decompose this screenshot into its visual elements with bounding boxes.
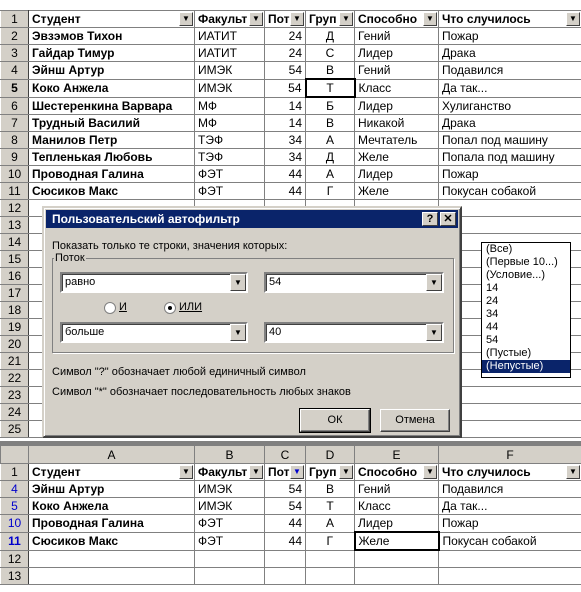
cell[interactable]: ТЭФ bbox=[195, 132, 265, 149]
cell[interactable] bbox=[439, 550, 581, 567]
cell[interactable]: Т bbox=[306, 498, 355, 515]
column-letter[interactable]: A bbox=[29, 446, 195, 464]
row-number[interactable]: 21 bbox=[1, 353, 29, 370]
cell[interactable]: В bbox=[306, 481, 355, 498]
list-item[interactable]: (Все) bbox=[486, 243, 513, 255]
cell[interactable]: Лидер bbox=[355, 45, 439, 62]
cell[interactable]: Покусан собакой bbox=[439, 183, 581, 200]
cell[interactable]: ФЭТ bbox=[195, 166, 265, 183]
cell[interactable]: Гений bbox=[355, 481, 439, 498]
column-letter[interactable]: B bbox=[195, 446, 265, 464]
cell[interactable]: Лидер bbox=[355, 97, 439, 115]
cell[interactable]: В bbox=[306, 62, 355, 80]
cell[interactable]: Никакой bbox=[355, 115, 439, 132]
column-letters-row bbox=[1, 446, 581, 464]
cell[interactable]: ИМЭК bbox=[195, 498, 265, 515]
cell[interactable]: 54 bbox=[265, 79, 306, 97]
cell[interactable]: ФЭТ bbox=[195, 532, 265, 550]
filter-dropdown-icon[interactable]: ▼ bbox=[249, 12, 263, 26]
table-row bbox=[1, 481, 581, 498]
or-radio[interactable] bbox=[164, 302, 176, 314]
cell[interactable]: ИМЭК bbox=[195, 62, 265, 80]
filter-dropdown-icon[interactable]: ▼ bbox=[179, 12, 193, 26]
cell[interactable]: ИМЭК bbox=[195, 79, 265, 97]
cell[interactable]: Гайдар Тимур bbox=[29, 45, 195, 62]
table-row bbox=[1, 567, 581, 584]
cell[interactable]: Желе bbox=[355, 183, 439, 200]
header-row bbox=[1, 464, 581, 481]
column-header-label: Способно bbox=[358, 465, 418, 479]
and-label: И bbox=[119, 301, 127, 313]
row-number[interactable]: 1 bbox=[1, 11, 29, 28]
row-number[interactable]: 13 bbox=[1, 567, 29, 584]
cell[interactable]: Подавился bbox=[439, 62, 581, 80]
cell[interactable]: 44 bbox=[265, 166, 306, 183]
row-number[interactable]: 18 bbox=[1, 302, 29, 319]
row-number[interactable]: 3 bbox=[1, 45, 29, 62]
cell[interactable] bbox=[29, 550, 195, 567]
cell[interactable]: Д bbox=[306, 149, 355, 166]
filter-dropdown-icon[interactable]: ▼ bbox=[566, 12, 580, 26]
cell[interactable]: Т bbox=[306, 79, 355, 97]
cell[interactable] bbox=[355, 567, 439, 584]
close-button[interactable]: ✕ bbox=[440, 212, 456, 226]
cell[interactable]: 44 bbox=[265, 183, 306, 200]
row-number[interactable]: 4 bbox=[1, 481, 29, 498]
table-row bbox=[1, 28, 581, 45]
cell[interactable]: Да так... bbox=[439, 79, 581, 97]
cell[interactable]: Покусан собакой bbox=[439, 532, 581, 550]
cell[interactable]: Лидер bbox=[355, 515, 439, 533]
filter-dropdown-icon[interactable]: ▼ bbox=[566, 465, 580, 479]
cell[interactable]: 44 bbox=[265, 532, 306, 550]
list-item[interactable]: (Условие...) bbox=[486, 269, 546, 281]
row-number[interactable]: 10 bbox=[1, 166, 29, 183]
column-letter[interactable]: E bbox=[355, 446, 439, 464]
cell[interactable]: Мечтатель bbox=[355, 132, 439, 149]
cell[interactable] bbox=[306, 550, 355, 567]
cell[interactable]: 14 bbox=[265, 115, 306, 132]
value1-input[interactable] bbox=[264, 272, 444, 293]
cell[interactable]: Тепленькая Любовь bbox=[29, 149, 195, 166]
column-header[interactable] bbox=[306, 464, 355, 481]
row-number[interactable]: 10 bbox=[1, 515, 29, 533]
hint-star: Символ "*" обозначает последовательность любых знаков bbox=[52, 386, 351, 398]
cell[interactable] bbox=[195, 567, 265, 584]
cell[interactable]: Сюсиков Макс bbox=[29, 532, 195, 550]
row-number[interactable]: 13 bbox=[1, 217, 29, 234]
value2-text: 40 bbox=[269, 326, 282, 338]
column-header-label: Студент bbox=[32, 465, 81, 479]
row-number[interactable]: 12 bbox=[1, 550, 29, 567]
filter-dropdown-icon[interactable]: ▼ bbox=[339, 465, 353, 479]
table-row bbox=[1, 183, 581, 200]
cell[interactable] bbox=[265, 550, 306, 567]
column-header-label: Факульт bbox=[198, 12, 248, 26]
cell[interactable]: ФЭТ bbox=[195, 183, 265, 200]
cell[interactable]: Эйнш Артур bbox=[29, 62, 195, 80]
row-number[interactable]: 6 bbox=[1, 97, 29, 115]
cell[interactable]: А bbox=[306, 515, 355, 533]
cell[interactable]: 54 bbox=[265, 62, 306, 80]
column-header[interactable] bbox=[265, 11, 306, 28]
select-all-corner[interactable] bbox=[1, 446, 29, 464]
cell[interactable]: Хулиганство bbox=[439, 97, 581, 115]
autofilter-dropdown-list[interactable] bbox=[481, 242, 571, 378]
table-row bbox=[1, 45, 581, 62]
row-number[interactable]: 16 bbox=[1, 268, 29, 285]
filter-dropdown-icon[interactable]: ▼ bbox=[423, 12, 437, 26]
cell[interactable]: Гений bbox=[355, 62, 439, 80]
operator1-value: равно bbox=[65, 276, 96, 288]
column-header[interactable] bbox=[439, 11, 581, 28]
table-row bbox=[1, 166, 581, 183]
and-radio[interactable] bbox=[104, 302, 116, 314]
cell[interactable]: 14 bbox=[265, 97, 306, 115]
column-header-label: Груп bbox=[309, 12, 337, 26]
table-row bbox=[1, 515, 581, 533]
dialog-titlebar bbox=[46, 210, 458, 228]
operator1-select[interactable] bbox=[60, 272, 248, 293]
row-number[interactable]: 11 bbox=[1, 183, 29, 200]
cell[interactable]: Г bbox=[306, 183, 355, 200]
table-row bbox=[1, 97, 581, 115]
row-number[interactable]: 24 bbox=[1, 404, 29, 421]
ok-button[interactable]: ОК bbox=[300, 409, 370, 432]
cell[interactable]: ИАТИТ bbox=[195, 45, 265, 62]
cell[interactable]: 24 bbox=[265, 28, 306, 45]
cell[interactable]: Эйнш Артур bbox=[29, 481, 195, 498]
column-header[interactable] bbox=[29, 464, 195, 481]
cell[interactable]: Желе bbox=[355, 532, 439, 550]
column-header-label: Груп bbox=[309, 465, 337, 479]
row-number[interactable]: 11 bbox=[1, 532, 29, 550]
column-header[interactable] bbox=[439, 464, 581, 481]
row-number[interactable]: 14 bbox=[1, 234, 29, 251]
cell[interactable]: ИАТИТ bbox=[195, 28, 265, 45]
column-header-label: Факульт bbox=[198, 465, 248, 479]
cell[interactable]: Драка bbox=[439, 45, 581, 62]
row-number[interactable]: 17 bbox=[1, 285, 29, 302]
cell[interactable]: В bbox=[306, 115, 355, 132]
cell[interactable]: ТЭФ bbox=[195, 149, 265, 166]
chevron-down-icon[interactable]: ▼ bbox=[230, 274, 246, 291]
cell[interactable]: Г bbox=[306, 532, 355, 550]
column-letter[interactable]: F bbox=[439, 446, 581, 464]
column-header[interactable] bbox=[195, 464, 265, 481]
row-number[interactable]: 8 bbox=[1, 132, 29, 149]
cell[interactable]: ИМЭК bbox=[195, 481, 265, 498]
filter-dropdown-icon[interactable]: ▼ bbox=[249, 465, 263, 479]
table-row bbox=[1, 132, 581, 149]
field-label: Поток bbox=[55, 252, 85, 264]
header-row bbox=[1, 11, 581, 28]
cell[interactable]: Пожар bbox=[439, 515, 581, 533]
cell[interactable]: Драка bbox=[439, 115, 581, 132]
row-number[interactable]: 7 bbox=[1, 115, 29, 132]
cell[interactable]: Коко Анжела bbox=[29, 79, 195, 97]
row-number[interactable]: 5 bbox=[1, 79, 29, 97]
row-number[interactable]: 25 bbox=[1, 421, 29, 438]
cell[interactable]: Проводная Галина bbox=[29, 515, 195, 533]
table-row bbox=[1, 550, 581, 567]
chevron-down-icon[interactable]: ▼ bbox=[426, 324, 442, 341]
cell[interactable]: Сюсиков Макс bbox=[29, 183, 195, 200]
row-number[interactable]: 12 bbox=[1, 200, 29, 217]
column-header-label: Студент bbox=[32, 12, 81, 26]
column-header-label: Способно bbox=[358, 12, 418, 26]
list-item[interactable]: 24 bbox=[486, 295, 499, 307]
cell[interactable]: А bbox=[306, 132, 355, 149]
cell[interactable]: 34 bbox=[265, 132, 306, 149]
cell[interactable]: Класс bbox=[355, 79, 439, 97]
dialog-title: Пользовательский автофильтр bbox=[52, 212, 240, 226]
cell[interactable] bbox=[355, 550, 439, 567]
column-letter[interactable]: C bbox=[265, 446, 306, 464]
column-header-label: Что случилось bbox=[442, 465, 531, 479]
column-header-label: Что случилось bbox=[442, 12, 531, 26]
column-header-label: Пот bbox=[268, 12, 290, 26]
cell[interactable]: МФ bbox=[195, 97, 265, 115]
list-item[interactable]: 54 bbox=[486, 334, 499, 346]
cell[interactable]: Д bbox=[306, 28, 355, 45]
hint-question: Символ "?" обозначает любой единичный символ bbox=[52, 366, 306, 378]
list-item[interactable]: 44 bbox=[486, 321, 499, 333]
cell[interactable]: Проводная Галина bbox=[29, 166, 195, 183]
cell[interactable]: Гений bbox=[355, 28, 439, 45]
cell[interactable]: Б bbox=[306, 97, 355, 115]
custom-autofilter-dialog bbox=[42, 206, 462, 438]
cell[interactable]: Трудный Василий bbox=[29, 115, 195, 132]
cell[interactable]: Пожар bbox=[439, 28, 581, 45]
cell[interactable]: Желе bbox=[355, 149, 439, 166]
cell[interactable]: 24 bbox=[265, 45, 306, 62]
list-item[interactable]: (Пустые) bbox=[486, 347, 532, 359]
column-header[interactable] bbox=[355, 11, 439, 28]
cell[interactable]: С bbox=[306, 45, 355, 62]
row-number[interactable]: 4 bbox=[1, 62, 29, 80]
table-row bbox=[1, 149, 581, 166]
cell[interactable]: А bbox=[306, 166, 355, 183]
row-number[interactable]: 1 bbox=[1, 464, 29, 481]
cell[interactable]: 54 bbox=[265, 481, 306, 498]
column-letter[interactable]: D bbox=[306, 446, 355, 464]
cell[interactable]: МФ bbox=[195, 115, 265, 132]
list-item[interactable]: 14 bbox=[486, 282, 499, 294]
cell[interactable] bbox=[29, 567, 195, 584]
cell[interactable]: 44 bbox=[265, 515, 306, 533]
table-row bbox=[1, 115, 581, 132]
filter-dropdown-icon[interactable]: ▼ bbox=[423, 465, 437, 479]
column-header[interactable] bbox=[29, 11, 195, 28]
cell[interactable]: Коко Анжела bbox=[29, 498, 195, 515]
or-label: ИЛИ bbox=[179, 301, 203, 313]
cell[interactable]: Шестеренкина Варвара bbox=[29, 97, 195, 115]
column-header[interactable] bbox=[355, 464, 439, 481]
list-item[interactable]: (Непустые) bbox=[482, 360, 570, 373]
cell[interactable]: Манилов Петр bbox=[29, 132, 195, 149]
cell[interactable]: Класс bbox=[355, 498, 439, 515]
row-number[interactable]: 19 bbox=[1, 319, 29, 336]
value1-text: 54 bbox=[269, 276, 282, 288]
help-button[interactable]: ? bbox=[422, 212, 438, 226]
operator2-value: больше bbox=[65, 326, 105, 338]
list-item[interactable]: (Первые 10...) bbox=[486, 256, 558, 268]
filter-dropdown-icon[interactable]: ▼ bbox=[179, 465, 193, 479]
filter-dropdown-icon[interactable]: ▼ bbox=[290, 465, 304, 479]
spreadsheet-bottom bbox=[0, 445, 581, 585]
list-item[interactable]: 34 bbox=[486, 308, 499, 320]
table-row bbox=[1, 498, 581, 515]
cell[interactable]: ФЭТ bbox=[195, 515, 265, 533]
filter-dropdown-icon[interactable]: ▼ bbox=[290, 12, 304, 26]
column-header[interactable] bbox=[265, 464, 306, 481]
cell[interactable] bbox=[195, 550, 265, 567]
row-number[interactable]: 5 bbox=[1, 498, 29, 515]
cell[interactable] bbox=[439, 567, 581, 584]
cell[interactable]: Да так... bbox=[439, 498, 581, 515]
cell[interactable]: Подавился bbox=[439, 481, 581, 498]
row-number[interactable]: 15 bbox=[1, 251, 29, 268]
cancel-button[interactable]: Отмена bbox=[380, 409, 450, 432]
cell[interactable]: 54 bbox=[265, 498, 306, 515]
cell[interactable]: Попала под машину bbox=[439, 149, 581, 166]
row-number[interactable]: 20 bbox=[1, 336, 29, 353]
row-number[interactable]: 22 bbox=[1, 370, 29, 387]
value2-input[interactable] bbox=[264, 322, 444, 343]
cell[interactable] bbox=[265, 567, 306, 584]
row-number[interactable]: 23 bbox=[1, 387, 29, 404]
row-number[interactable]: 9 bbox=[1, 149, 29, 166]
cell[interactable] bbox=[306, 567, 355, 584]
table-row bbox=[1, 79, 581, 97]
column-header-label: Пот bbox=[268, 465, 290, 479]
table-row bbox=[1, 62, 581, 80]
table-row bbox=[1, 532, 581, 550]
column-header[interactable] bbox=[195, 11, 265, 28]
chevron-down-icon[interactable]: ▼ bbox=[426, 274, 442, 291]
cell[interactable]: Попал под машину bbox=[439, 132, 581, 149]
chevron-down-icon[interactable]: ▼ bbox=[230, 324, 246, 341]
cell[interactable]: Лидер bbox=[355, 166, 439, 183]
column-header[interactable] bbox=[306, 11, 355, 28]
row-number[interactable]: 2 bbox=[1, 28, 29, 45]
cell[interactable]: Эвзэмов Тихон bbox=[29, 28, 195, 45]
operator2-select[interactable] bbox=[60, 322, 248, 343]
filter-dropdown-icon[interactable]: ▼ bbox=[339, 12, 353, 26]
cell[interactable]: Пожар bbox=[439, 166, 581, 183]
cell[interactable]: 34 bbox=[265, 149, 306, 166]
dialog-intro-label: Показать только те строки, значения которых: bbox=[52, 240, 288, 252]
